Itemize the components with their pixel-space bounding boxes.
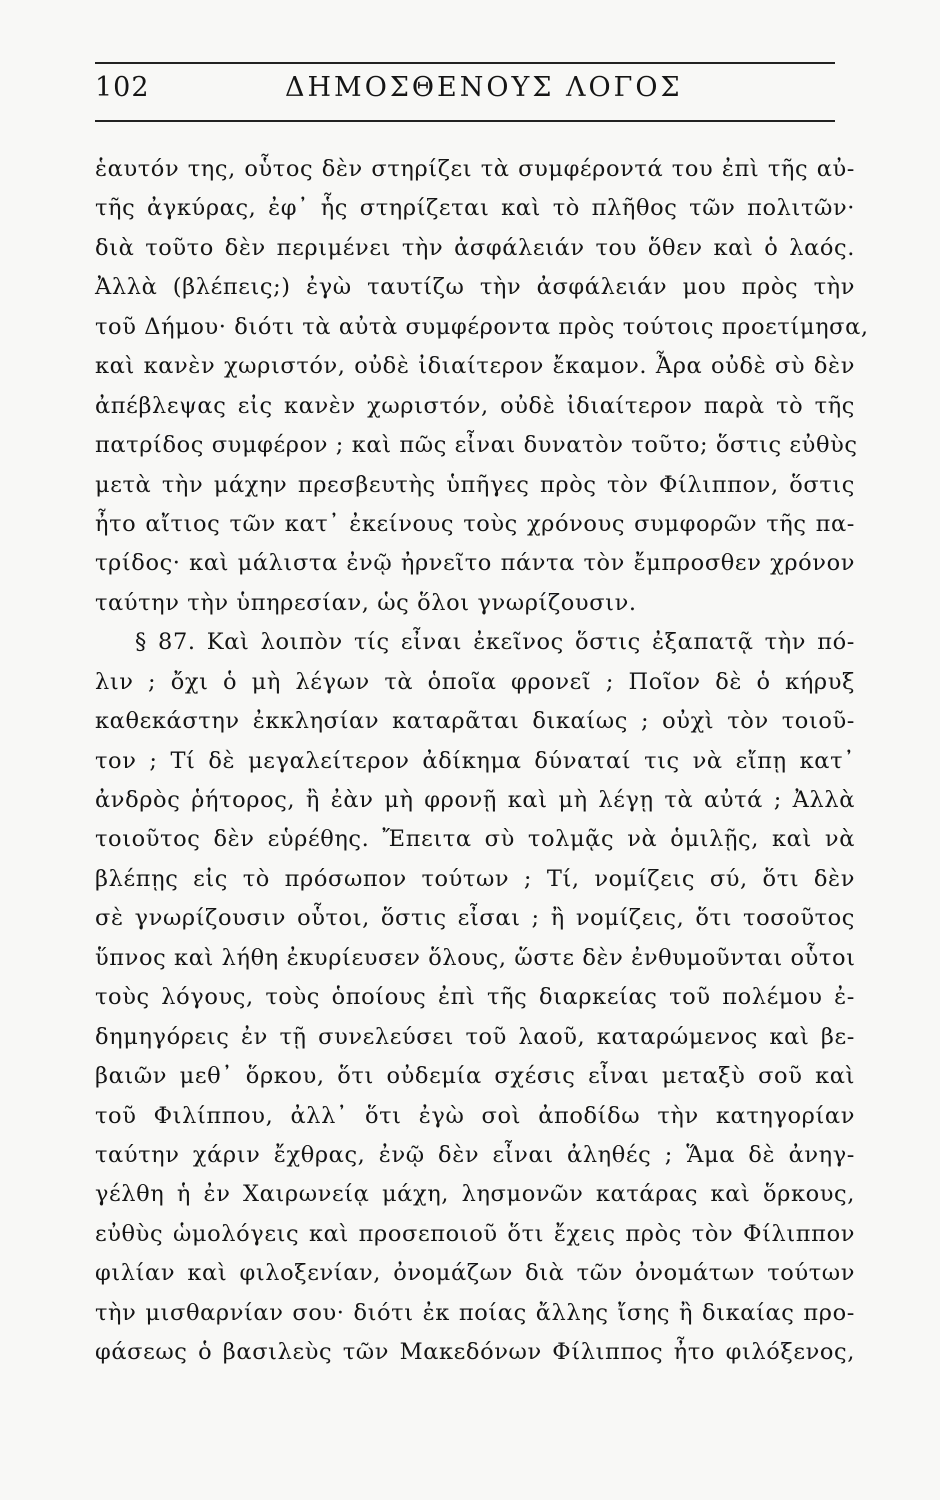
text-line: ταύτην τὴν ὑπηρεσίαν, ὡς ὅλοι γνωρίζουσιν. bbox=[95, 589, 637, 616]
text-line: ἀνδρὸς ῥήτορος, ἢ ἐὰν μὴ φρονῇ καὶ μὴ λέγῃ τὰ αὐτά ; Ἀλλὰ bbox=[95, 787, 855, 813]
text-line: διὰ τοῦτο δὲν περιμένει τὴν ἀσφάλειάν του ὅθεν καὶ ὁ λαός. bbox=[95, 234, 855, 261]
text-line: βαιῶν μεθ᾽ ὅρκου, ὅτι οὐδεμία σχέσις εἶναι μεταξὺ σοῦ καὶ bbox=[95, 1063, 855, 1090]
top-rule bbox=[95, 62, 835, 64]
text-line: τοὺς λόγους, τοὺς ὁποίους ἐπὶ τῆς διαρκείας τοῦ πολέμου ἐ- bbox=[95, 984, 855, 1011]
text-line: καθεκάστην ἐκκλησίαν καταρᾶται δικαίως ; οὐχὶ τὸν τοιοῦ- bbox=[95, 708, 855, 735]
page-number: 102 bbox=[95, 72, 150, 103]
text-line: πατρίδος συμφέρον ; καὶ πῶς εἶναι δυνατὸν τοῦτο; ὅστις εὐθὺς bbox=[95, 432, 858, 459]
header-rule bbox=[95, 120, 835, 122]
page-header bbox=[95, 66, 835, 110]
running-title: ΔΗΜΟΣΘΕΝΟΥΣ ΛΟΓΟΣ bbox=[285, 72, 683, 103]
text-line: δημηγόρεις ἐν τῇ συνελεύσει τοῦ λαοῦ, καταρώμενος καὶ βε- bbox=[95, 1023, 855, 1050]
text-line: λιν ; ὄχι ὁ μὴ λέγων τὰ ὁποῖα φρονεῖ ; Ποῖον δὲ ὁ κήρυξ bbox=[95, 668, 855, 695]
text-line: Ἀλλὰ (βλέπεις;) ἐγὼ ταυτίζω τὴν ἀσφάλειάν μου πρὸς τὴν bbox=[95, 274, 855, 301]
text-line: ἑαυτόν της, οὗτος δὲν στηρίζει τὰ συμφέροντά του ἐπὶ τῆς αὐ- bbox=[95, 156, 855, 182]
text-line: ὕπνος καὶ λήθη ἐκυρίευσεν ὅλους, ὥστε δὲν ἐνθυμοῦνται οὗτοι bbox=[95, 944, 856, 971]
text-line: τοιοῦτος δὲν εὑρέθης. Ἔπειτα σὺ τολμᾷς νὰ ὁμιλῇς, καὶ νὰ bbox=[95, 826, 855, 853]
text-line: σὲ γνωρίζουσιν οὗτοι, ὅστις εἶσαι ; ἢ νομίζεις, ὅτι τοσοῦτος bbox=[95, 905, 855, 932]
text-line: ταύτην χάριν ἔχθρας, ἐνῷ δὲν εἶναι ἀληθές ; Ἅμα δὲ ἀνηγ- bbox=[95, 1141, 855, 1168]
text-line: μετὰ τὴν μάχην πρεσβευτὴς ὑπῆγες πρὸς τὸν Φίλιππον, ὅστις bbox=[95, 471, 855, 498]
text-line: τοῦ Δήμου· διότι τὰ αὐτὰ συμφέροντα πρὸς τούτοις προετίμησα, bbox=[95, 313, 869, 340]
text-line: βλέπῃς εἰς τὸ πρόσωπον τούτων ; Τί, νομίζεις σύ, ὅτι δὲν bbox=[95, 865, 855, 892]
text-line: τον ; Τί δὲ μεγαλείτερον ἀδίκημα δύναταί τις νὰ εἴπῃ κατ᾽ bbox=[95, 747, 855, 774]
text-line: γέλθη ἡ ἐν Χαιρωνείᾳ μάχη, λησμονῶν κατάρας καὶ ὅρκους, bbox=[95, 1181, 855, 1208]
text-line: τὴν μισθαρνίαν σου· διότι ἐκ ποίας ἄλλης ἴσης ἢ δικαίας προ- bbox=[95, 1299, 855, 1326]
text-line: τῆς ἀγκύρας, ἐφ᾽ ἧς στηρίζεται καὶ τὸ πλῆθος τῶν πολιτῶν· bbox=[95, 195, 855, 222]
text-line: τοῦ Φιλίππου, ἀλλ᾽ ὅτι ἐγὼ σοὶ ἀποδίδω τὴν κατηγορίαν bbox=[95, 1102, 855, 1129]
text-line: τρίδος· καὶ μάλιστα ἐνῷ ἠρνεῖτο πάντα τὸν ἔμπροσθεν χρόνον bbox=[95, 550, 855, 577]
text-line: εὐθὺς ὡμολόγεις καὶ προσεποιοῦ ὅτι ἔχεις πρὸς τὸν Φίλιππον bbox=[95, 1220, 855, 1247]
body-text bbox=[95, 150, 869, 1373]
section-87-first-line: § 87. Καὶ λοιπὸν τίς εἶναι ἐκεῖνος ὅστις ἐξαπατᾷ τὴν πό- bbox=[135, 629, 855, 656]
text-line: φάσεως ὁ βασιλεὺς τῶν Μακεδόνων Φίλιππος ἦτο φιλόξενος, bbox=[95, 1339, 855, 1366]
text-line: ἀπέβλεψας εἰς κανὲν χωριστόν, οὐδὲ ἰδιαίτερον παρὰ τὸ τῆς bbox=[95, 392, 855, 419]
text-line: ἦτο αἴτιος τῶν κατ᾽ ἐκείνους τοὺς χρόνους συμφορῶν τῆς πα- bbox=[95, 510, 855, 537]
text-line: φιλίαν καὶ φιλοξενίαν, ὀνομάζων διὰ τῶν ὀνομάτων τούτων bbox=[95, 1260, 855, 1287]
text-line: καὶ κανὲν χωριστόν, οὐδὲ ἰδιαίτερον ἔκαμον. Ἆρα οὐδὲ σὺ δὲν bbox=[95, 353, 855, 380]
